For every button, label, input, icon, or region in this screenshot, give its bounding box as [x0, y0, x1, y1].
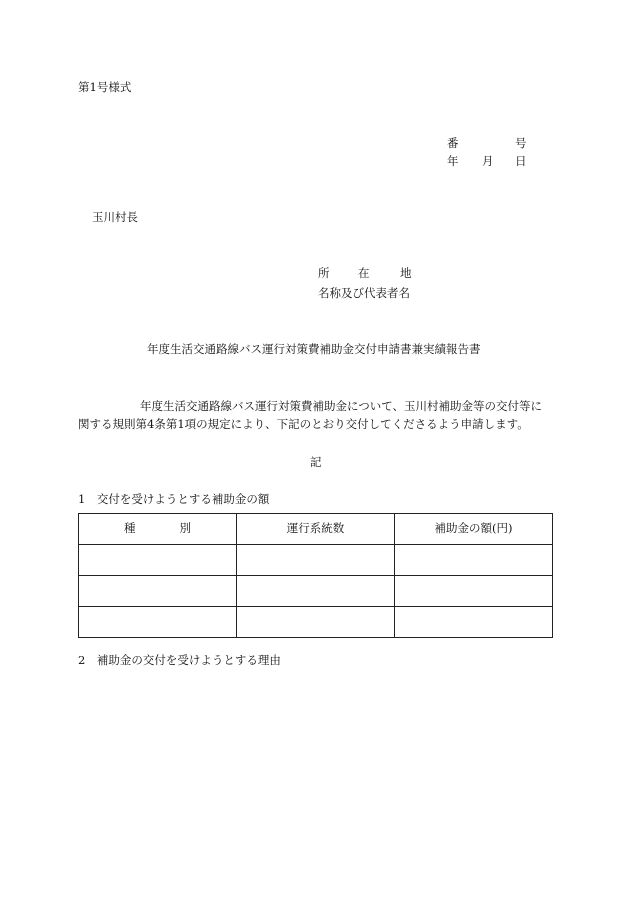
body-text-line-2: 関する規則第4条第1項の規定により、下記のとおり交付してくださるよう申請します。: [78, 417, 529, 431]
ki-heading: 記: [310, 455, 322, 469]
doc-number-label: 番: [447, 136, 459, 150]
header-amount: 補助金の額(円): [395, 514, 553, 545]
body-text-line-1: 年度生活交通路線バス運行対策費補助金について、玉川村補助金等の交付等に: [140, 399, 543, 413]
table-cell[interactable]: [395, 576, 553, 607]
table-cell[interactable]: [79, 545, 237, 576]
table-row: [79, 607, 553, 638]
address-label-part: 在: [358, 266, 370, 280]
date-month-label: 月: [482, 154, 494, 168]
header-type-char: 種: [124, 521, 136, 536]
doc-number-suffix: 号: [515, 136, 527, 150]
date-day-label: 日: [515, 154, 527, 168]
table-cell[interactable]: [237, 607, 395, 638]
table-cell[interactable]: [237, 545, 395, 576]
section-1-heading: 1 交付を受けようとする補助金の額: [78, 492, 270, 506]
header-type: [79, 514, 237, 545]
table-cell[interactable]: [79, 607, 237, 638]
header-routes: 運行系統数: [237, 514, 395, 545]
form-number-label: 第1号様式: [78, 80, 132, 94]
header-type-char: 別: [179, 521, 191, 536]
table-row: [79, 576, 553, 607]
table-cell[interactable]: [237, 576, 395, 607]
table-cell[interactable]: [79, 576, 237, 607]
address-label-part: 所: [318, 266, 330, 280]
addressee: 玉川村長: [92, 210, 138, 224]
table-cell[interactable]: [395, 607, 553, 638]
name-representative-label: 名称及び代表者名: [318, 286, 410, 300]
address-label-part: 地: [400, 266, 412, 280]
section-2-heading: 2 補助金の交付を受けようとする理由: [78, 653, 281, 667]
table-row: [79, 545, 553, 576]
table-cell[interactable]: [395, 545, 553, 576]
subsidy-amount-table: [78, 513, 553, 638]
document-title: 年度生活交通路線バス運行対策費補助金交付申請書兼実績報告書: [147, 342, 481, 356]
table-header-row: [79, 514, 553, 545]
date-year-label: 年: [447, 154, 459, 168]
